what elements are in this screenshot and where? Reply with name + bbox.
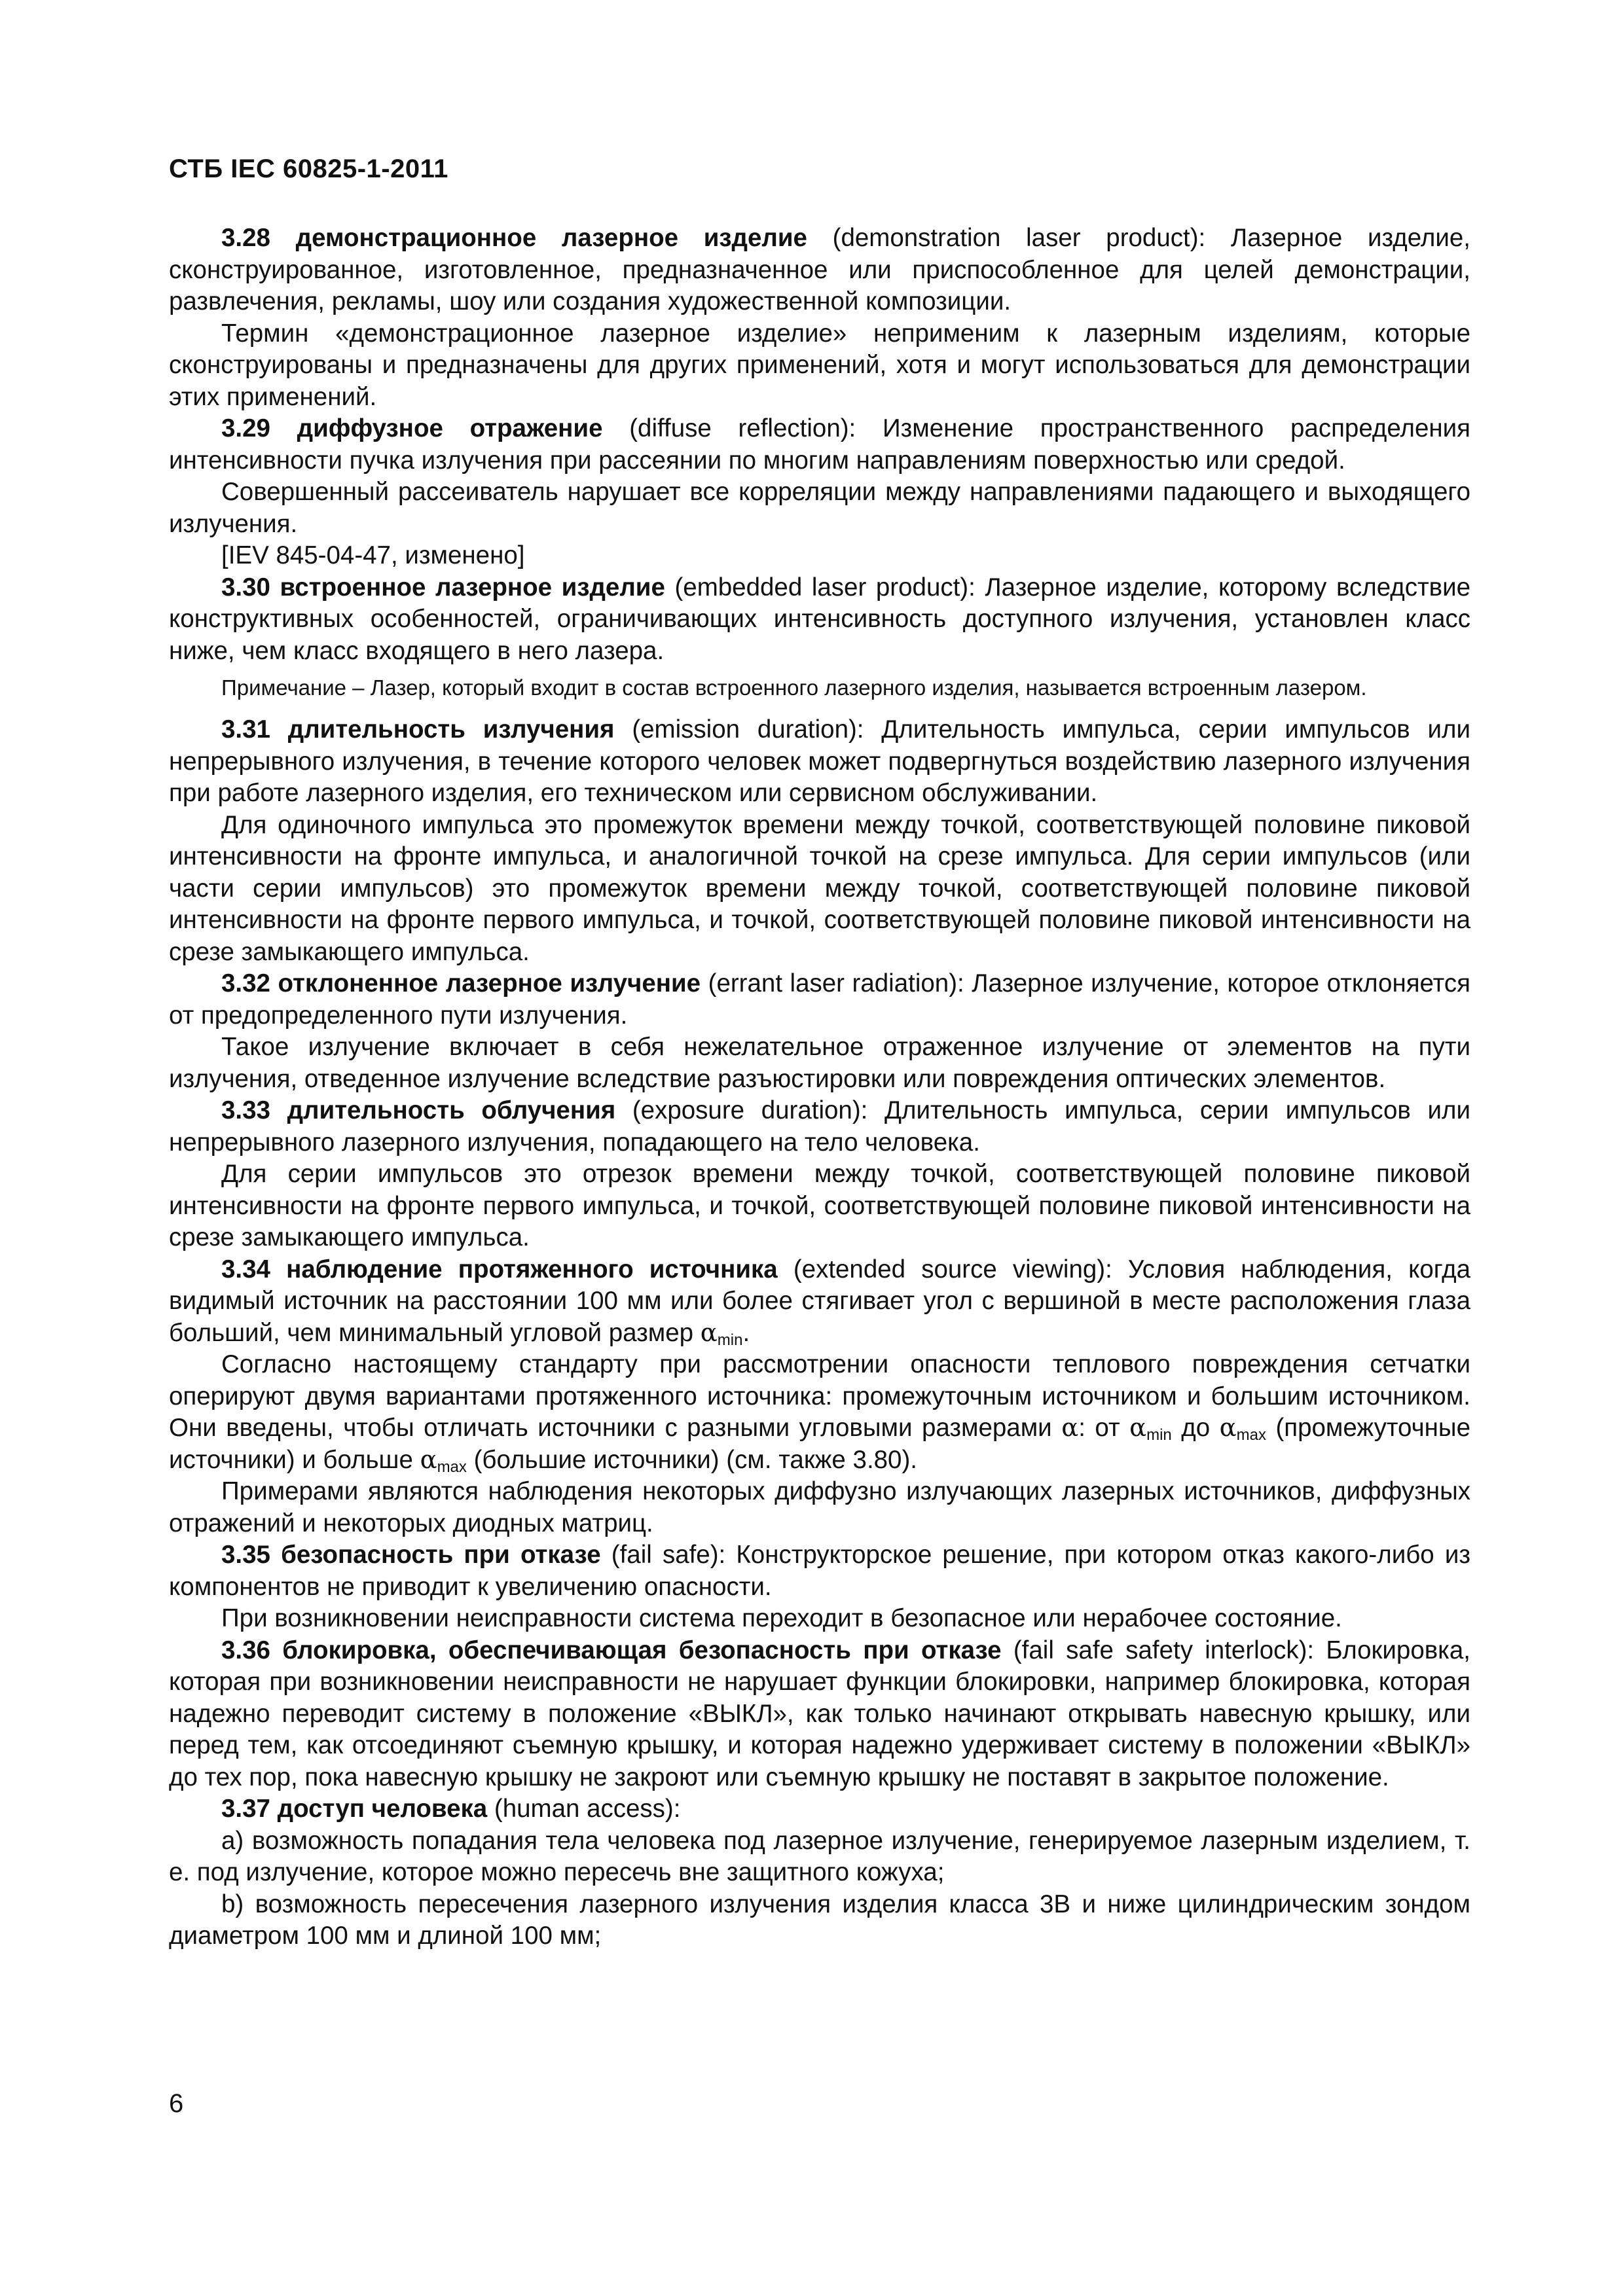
paragraph: Примерами являются наблюдения некоторых диффузно излучающих лазерных источников, диффузных отражений и некоторых диодных матриц. bbox=[169, 1477, 1470, 1537]
paragraph: Такое излучение включает в себя нежелательное отраженное излучение от элементов на пути излучения, отведенное излучение вследствие разъюстировки или повреждения оптических элементов. bbox=[169, 1033, 1470, 1093]
term-number: 3.33 bbox=[221, 1096, 270, 1124]
term-title: демонстрационное лазерное изделие bbox=[295, 224, 807, 252]
definition-text: (human access): bbox=[487, 1795, 681, 1823]
term-title: длительность излучения bbox=[287, 715, 615, 744]
term-number: 3.35 bbox=[221, 1541, 270, 1569]
definition-3-31 bbox=[169, 714, 1470, 810]
definition-3-33 bbox=[169, 1095, 1470, 1158]
text-part: (большие источники) (см. также 3.80). bbox=[466, 1445, 917, 1474]
definition-text: (fail safe): Конструкторское решение, при котором отказ какого-либо из компонентов не приводит к увеличению опасности. bbox=[169, 1541, 1470, 1601]
term-number: 3.29 bbox=[221, 414, 270, 442]
term-title: доступ человека bbox=[277, 1795, 488, 1823]
term-title: безопасность при отказе bbox=[281, 1541, 601, 1569]
list-item-b: b) возможность пересечения лазерного излучения изделия класса 3B и ниже цилиндрическим зондом диаметром 100 мм и длиной 100 мм; bbox=[169, 1890, 1470, 1950]
term-number: 3.37 bbox=[221, 1795, 270, 1823]
definition-3-30 bbox=[169, 572, 1470, 668]
text-part: Согласно настоящему стандарту при рассмотрении опасности теплового повреждения сетчатки оперируют двумя вариантами протяженного источника: промежуточным источником и большим источником. Они введены, чтобы отличать источники с разными угловыми размерами bbox=[169, 1350, 1470, 1442]
list-item-a: a) возможность попадания тела человека под лазерное излучение, генерируемое лазерным изделием, т. е. под излучение, которое можно пересечь вне защитного кожуха; bbox=[169, 1826, 1470, 1886]
paragraph: Для одиночного импульса это промежуток времени между точкой, соответствующей половине пиковой интенсивности на фронте импульса, и аналогичной точкой на срезе импульса. Для серии импульсов (или части серии импульсов) это промежуток времени между точкой, соответствующей половине пиковой интенсивности на фронте первого импульса, и точкой, соответствующей половине пиковой интенсивности на срезе замыкающего импульса. bbox=[169, 810, 1470, 966]
reference: [IEV 845-04-47, изменено] bbox=[221, 541, 525, 569]
term-title: блокировка, обеспечивающая безопасность при отказе bbox=[282, 1636, 1002, 1664]
term-title: наблюдение протяженного источника bbox=[286, 1255, 778, 1283]
text-part: до bbox=[1171, 1414, 1220, 1442]
term-title: отклоненное лазерное излучение bbox=[278, 969, 701, 997]
definition-3-36 bbox=[169, 1635, 1470, 1794]
definition-3-32 bbox=[169, 968, 1470, 1031]
term-number: 3.36 bbox=[221, 1636, 270, 1664]
definition-text: (fail safe safety interlock): Блокировка, которая при возникновении неисправности не нарушает функции блокировки, например блокировка, которая надежно переводит систему в положение «ВЫКЛ», как только начинают открывать навесную крышку, или перед тем, как отсоединяют съемную крышку, и которая надежно удерживает систему в положении «ВЫКЛ» до тех пор, пока навесную крышку не закроют или съемную крышку не поставят в закрытое положение. bbox=[169, 1636, 1470, 1791]
document-body bbox=[169, 223, 1470, 1952]
definition-text: (diffuse reflection): Изменение пространственного распределения интенсивности пучка излучения при рассеянии по многим направлениям поверхностью или средой. bbox=[169, 414, 1470, 475]
definition-3-29 bbox=[169, 413, 1470, 476]
definition-text: (emission duration): Длительность импульса, серии импульсов или непрерывного излучения, в течение которого человек может подвергнуться воздействию лазерного излучения при работе лазерного изделия, его техническом или сервисном обслуживании. bbox=[169, 715, 1470, 807]
text-part: (промежуточные источники) и больше bbox=[169, 1414, 1470, 1474]
paragraph-alpha bbox=[169, 1349, 1470, 1476]
definition-text: (extended source viewing): Условия наблюдения, когда видимый источник на расстоянии 100 мм или более стягивает угол с вершиной в месте расположения глаза больший, чем минимальный угловой размер bbox=[169, 1255, 1470, 1347]
term-title: диффузное отражение bbox=[297, 414, 603, 442]
paragraph: Термин «демонстрационное лазерное изделие» неприменим к лазерным изделиям, которые сконструированы и предназначены для других применений, хотя и могут использоваться для демонстрации этих применений. bbox=[169, 319, 1470, 411]
definition-text: (demonstration laser product): Лазерное изделие, сконструированное, изготовленное, предназначенное или приспособленное для целей демонстрации, развлечения, рекламы, шоу или создания художественной композиции. bbox=[169, 224, 1470, 315]
term-number: 3.30 bbox=[221, 573, 270, 601]
page-number: 6 bbox=[169, 2089, 184, 2118]
alpha-symbol: α bbox=[1129, 1413, 1147, 1443]
term-number: 3.28 bbox=[221, 224, 270, 252]
definition-3-34 bbox=[169, 1254, 1470, 1350]
subscript-min: min bbox=[1146, 1426, 1172, 1444]
definition-text: (embedded laser product): Лазерное изделие, которому вследствие конструктивных особенностей, ограничивающих интенсивность доступного излучения, установлен класс ниже, чем класс входящего в него лазера. bbox=[169, 573, 1471, 665]
alpha-symbol: α bbox=[700, 1318, 718, 1348]
term-number: 3.32 bbox=[221, 969, 270, 997]
definition-3-35 bbox=[169, 1539, 1470, 1603]
term-number: 3.34 bbox=[221, 1255, 270, 1283]
term-title: встроенное лазерное изделие bbox=[280, 573, 665, 601]
definition-text: (exposure duration): Длительность импульса, серии импульсов или непрерывного лазерного излучения, попадающего на тело человека. bbox=[169, 1096, 1470, 1157]
definition-text: (errant laser radiation): Лазерное излучение, которое отклоняется от предопределенного пути излучения. bbox=[169, 969, 1470, 1030]
subscript-max: max bbox=[1236, 1426, 1266, 1444]
document-code-header: СТБ IEC 60825-1-2011 bbox=[169, 154, 448, 183]
note: Примечание – Лазер, который входит в состав встроенного лазерного изделия, называется встроенным лазером. bbox=[221, 675, 1367, 700]
definition-3-37 bbox=[169, 1793, 1470, 1825]
term-title: длительность облучения bbox=[287, 1096, 616, 1124]
alpha-symbol: α bbox=[1219, 1413, 1237, 1443]
paragraph: Совершенный рассеиватель нарушает все корреляции между направлениями падающего и выходящего излучения. bbox=[169, 478, 1470, 538]
definition-3-28 bbox=[169, 223, 1470, 318]
paragraph: При возникновении неисправности система переходит в безопасное или нерабочее состояние. bbox=[221, 1604, 1342, 1632]
subscript-max: max bbox=[437, 1458, 467, 1476]
alpha-symbol: α bbox=[420, 1444, 437, 1475]
term-number: 3.31 bbox=[221, 715, 270, 744]
paragraph: Для серии импульсов это отрезок времени между точкой, соответствующей половине пиковой интенсивности на фронте первого импульса, и точкой, соответствующей половине пиковой интенсивности на срезе замыкающего импульса. bbox=[169, 1160, 1470, 1251]
alpha-symbol: α bbox=[1061, 1413, 1079, 1443]
definition-text-end: . bbox=[742, 1318, 750, 1347]
text-part: : от bbox=[1078, 1414, 1130, 1442]
subscript-min: min bbox=[717, 1331, 743, 1349]
